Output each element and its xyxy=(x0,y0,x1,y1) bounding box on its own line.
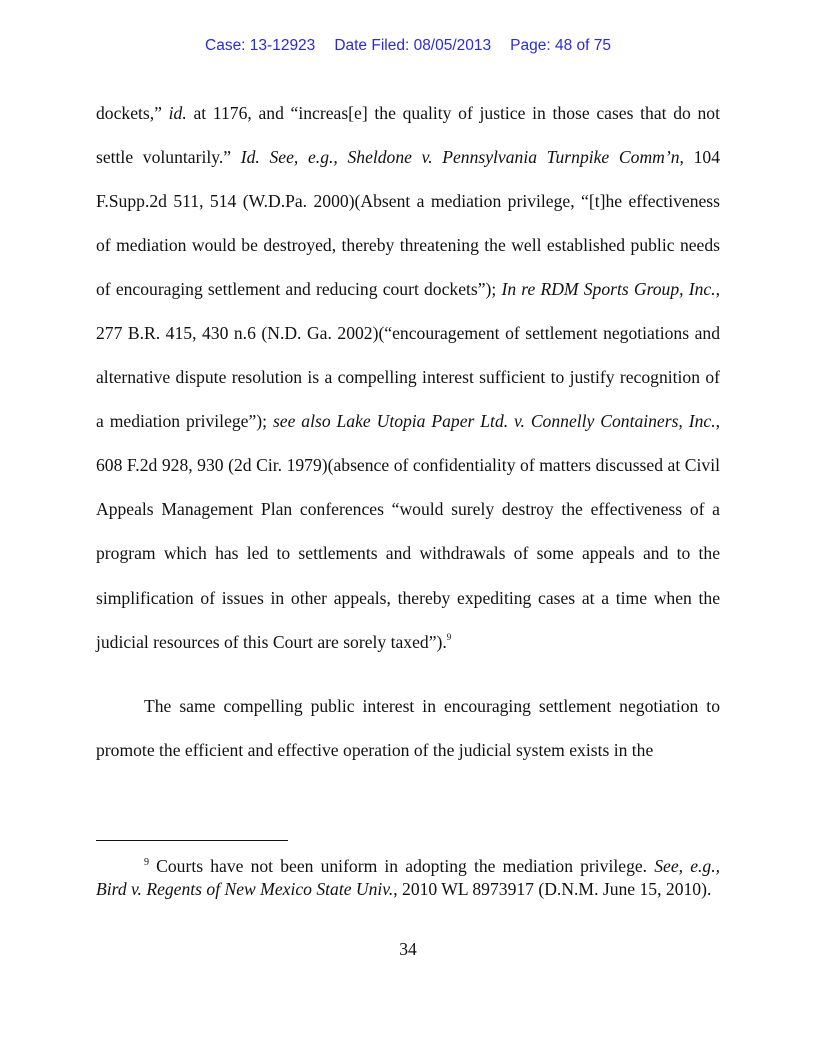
paragraph-2: The same compelling public interest in encouraging settlement negotiation to promote the efficient and effective operation of the judicial system exists in the xyxy=(96,695,720,760)
citation-italic: See, e.g., Bird v. Regents of New Mexico State Univ. xyxy=(96,856,721,899)
footnote-reference: 9 xyxy=(446,631,452,642)
footnote-number: 9 xyxy=(144,857,149,868)
case-number: Case: 13-12923 xyxy=(205,37,316,54)
footnote-divider xyxy=(96,840,288,841)
body-text xyxy=(96,91,720,772)
page-indicator: Page: 48 of 75 xyxy=(510,37,611,54)
text-run: , 104 F.Supp.2d 511, 514 (W.D.Pa. 2000)(Absent a mediation privilege, “[t]he effectiveness of mediation would be destroyed, thereby threatening the well established public needs of encouraging settlement and reducing court dockets”); xyxy=(96,147,720,300)
citation-italic: Id. See, e.g., Sheldone v. Pennsylvania Turnpike Comm’n xyxy=(240,147,680,168)
date-filed: Date Filed: 08/05/2013 xyxy=(334,37,492,54)
text-run: dockets,” xyxy=(96,103,169,123)
page-header xyxy=(0,37,816,55)
text-run: at 1176, and “increas[e] the quality of justice in those cases that do not settle voluntarily.” xyxy=(96,103,720,168)
footnote xyxy=(96,855,720,900)
text-run: , 277 B.R. 415, 430 n.6 (N.D. Ga. 2002)(“encouragement of settlement negotiations and alternative dispute resolution is a compelling interest sufficient to justify recognition of a mediation privilege”); xyxy=(96,279,720,432)
text-run: , 2010 WL 8973917 (D.N.M. June 15, 2010). xyxy=(393,878,712,899)
citation-italic: id. xyxy=(168,103,187,123)
citation-italic: In re RDM Sports Group, Inc. xyxy=(501,279,716,300)
citation-italic: see also Lake Utopia Paper Ltd. v. Connelly Containers, Inc. xyxy=(272,411,716,432)
text-run: Courts have not been uniform in adopting the mediation privilege. xyxy=(149,856,655,876)
text-run: , 608 F.2d 928, 930 (2d Cir. 1979)(absence of confidentiality of matters discussed at Civil Appeals Management Plan conferences “would surely destroy the effectiveness of a program which has led to settlements and withdrawals of some appeals and to the simplification of issues in other appeals, thereby expediting cases at a time when the judicial resources of this Court are sorely taxed”). xyxy=(96,411,720,652)
page-number: 34 xyxy=(399,939,417,959)
paragraph-1 xyxy=(96,91,720,664)
